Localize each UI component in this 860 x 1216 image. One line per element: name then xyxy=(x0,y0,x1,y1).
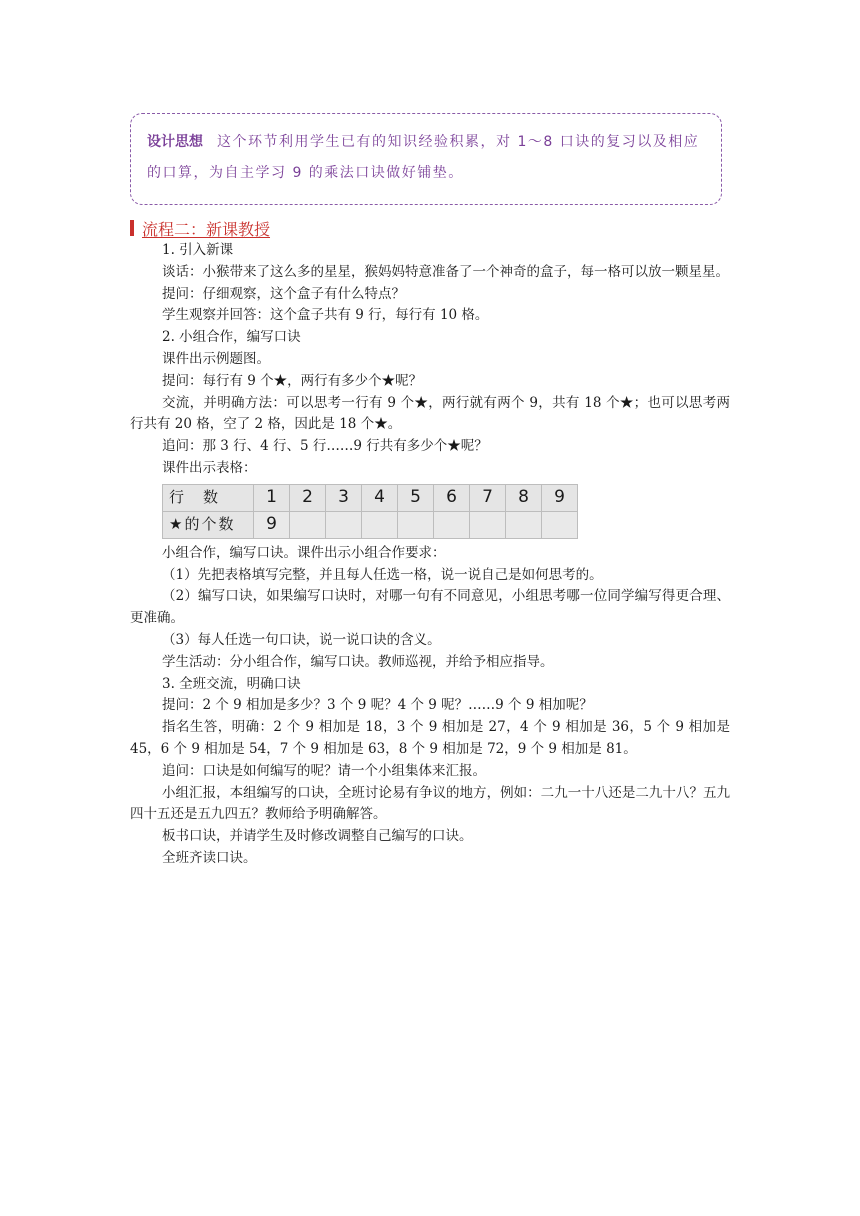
column-header: 7 xyxy=(470,484,506,511)
table-cell xyxy=(326,511,362,538)
paragraph: 提问：2 个 9 相加是多少？3 个 9 呢？4 个 9 呢？……9 个 9 相加呢？ xyxy=(162,697,593,714)
paragraph: （2）编写口诀，如果编写口诀时，对哪一句有不同意见，小组思考哪一位同学编写得更合理、更准确。 xyxy=(130,588,730,627)
table-cell xyxy=(470,511,506,538)
paragraph: 提问：每行有 9 个★，两行有多少个★呢？ xyxy=(162,372,423,389)
paragraph: 全班齐读口诀。 xyxy=(162,849,257,866)
design-note-text: 这个环节利用学生已有的知识经验积累，对 1～8 口诀的复习以及相应的口算，为自主学习 9 的乘法口诀做好铺垫。 xyxy=(147,134,700,181)
section-heading xyxy=(130,218,270,238)
column-header: 9 xyxy=(542,484,578,511)
paragraph: 学生活动：分小组合作，编写口诀。教师巡视，并给予相应指导。 xyxy=(162,653,554,670)
table-cell xyxy=(434,511,470,538)
column-header: 2 xyxy=(290,484,326,511)
table-cell xyxy=(542,511,578,538)
table-cell xyxy=(398,511,434,538)
design-note-box xyxy=(130,113,722,205)
paragraph: 追问：口诀是如何编写的呢？请一个小组集体来汇报。 xyxy=(162,762,486,779)
paragraph: 交流，并明确方法：可以思考一行有 9 个★，两行就有两个 9，共有 18 个★；也可以思考两行共有 20 格，空了 2 格，因此是 18 个★。 xyxy=(130,394,730,433)
section-bar-marker xyxy=(130,220,134,236)
star-count-table xyxy=(162,484,578,539)
paragraph: 1. 引入新课 xyxy=(162,242,234,258)
paragraph: 小组汇报，本组编写的口诀，全班讨论易有争议的地方，例如：二九一十八还是二九十八？五九四十五还是五九四五？教师给予明确解答。 xyxy=(130,784,730,823)
paragraph: 追问：那 3 行、4 行、5 行……9 行共有多少个★呢？ xyxy=(162,438,488,455)
paragraph: 谈话：小猴带来了这么多的星星，猴妈妈特意准备了一个神奇的盒子，每一格可以放一颗星星。 xyxy=(162,263,729,280)
paragraph: 课件出示例题图。 xyxy=(162,350,270,367)
design-note-label: 设计思想 xyxy=(147,134,203,150)
table-cell xyxy=(506,511,542,538)
row-header-rows: 行 数 xyxy=(163,484,254,511)
paragraph: 2. 小组合作，编写口诀 xyxy=(162,329,301,346)
lesson-content xyxy=(130,240,730,870)
paragraph: （3）每人任选一句口诀，说一说口诀的含义。 xyxy=(162,631,441,648)
row-header-stars: ★的个数 xyxy=(163,511,254,538)
paragraph: 小组合作，编写口诀。课件出示小组合作要求： xyxy=(162,544,446,561)
paragraph: 指名生答，明确：2 个 9 相加是 18，3 个 9 相加是 27，4 个 9 相加是 36，5 个 9 相加是 45，6 个 9 相加是 54，7 个 9 相加是 63，8 个 9 相加是 72，9 个 9 相加是 81。 xyxy=(130,719,730,757)
column-header: 4 xyxy=(362,484,398,511)
table-cell xyxy=(362,511,398,538)
section-title: 流程二：新课教授 xyxy=(142,219,271,239)
table-row xyxy=(163,511,578,538)
paragraph: （1）先把表格填写完整，并且每人任选一格，说一说自己是如何思考的。 xyxy=(162,566,603,583)
table-cell xyxy=(290,511,326,538)
column-header: 3 xyxy=(326,484,362,511)
column-header: 8 xyxy=(506,484,542,511)
column-header: 5 xyxy=(398,484,434,511)
column-header: 1 xyxy=(254,484,290,511)
paragraph: 板书口诀，并请学生及时修改调整自己编写的口诀。 xyxy=(162,828,473,845)
paragraph: 课件出示表格： xyxy=(162,459,257,476)
paragraph: 提问：仔细观察，这个盒子有什么特点？ xyxy=(162,285,405,302)
column-header: 6 xyxy=(434,484,470,511)
paragraph: 3. 全班交流，明确口诀 xyxy=(162,675,301,692)
table-cell: 9 xyxy=(254,511,290,538)
table-row xyxy=(163,484,578,511)
paragraph: 学生观察并回答：这个盒子共有 9 行，每行有 10 格。 xyxy=(162,307,489,324)
